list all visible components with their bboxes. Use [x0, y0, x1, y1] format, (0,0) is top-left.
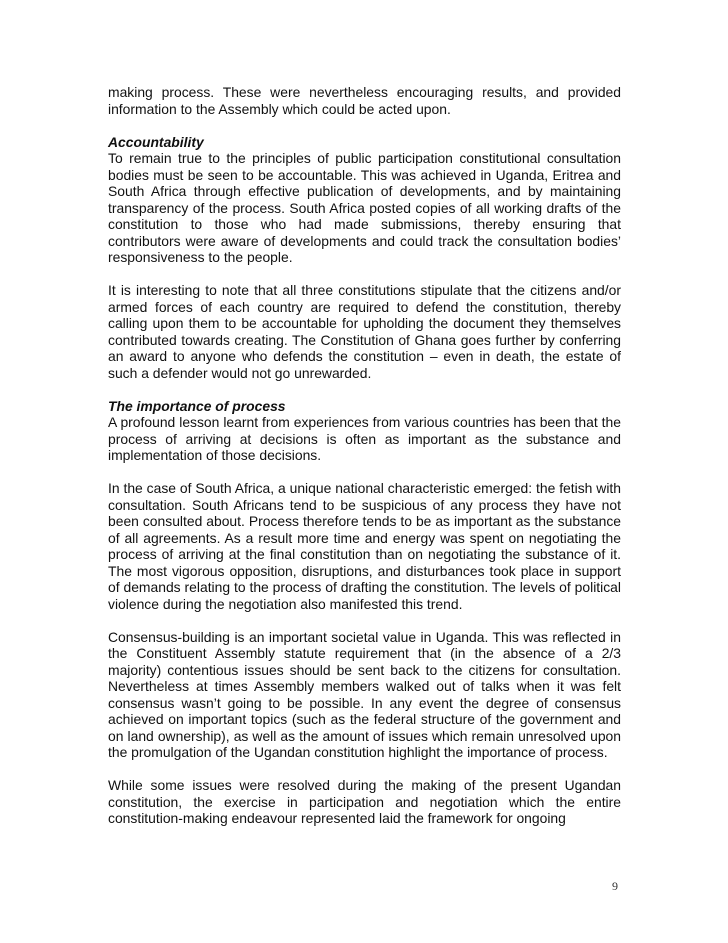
- section-heading-accountability: Accountability: [108, 133, 204, 150]
- paragraph-text: To remain true to the principles of public participation constitutional consultation bodies must be seen to be accountable. This was achieved in Uganda, Eritrea and South Africa through effective publication of developments, and by maintaining transparency of the process. South Africa posted copies of all working drafts of the constitution to those who had made submissions, thereby ensuring that contributors were aware of developments and could track the consultation bodies’ responsiveness to the people.: [108, 150, 621, 265]
- paragraph-defend-constitution: It is interesting to note that all three constitutions stipulate that the citizens and/or armed forces of each country are required to defend the constitution, thereby calling upon them to be accountable for upholding the document they themselves contributed towards creating. The Constitution of Ghana goes further by conferring an award to anyone who defends the constitution – even in death, the estate of such a defender would not go unrewarded.: [108, 282, 621, 381]
- paragraph-text: A profound lesson learnt from experiences from various countries has been that the process of arriving at decisions is often as important as the substance and implementation of those decisions.: [108, 414, 621, 463]
- paragraph-continuation: making process. These were nevertheless encouraging results, and provided information to the Assembly which could be acted upon.: [108, 84, 621, 117]
- paragraph-accountability: [108, 134, 621, 266]
- paragraph-south-africa: In the case of South Africa, a unique national characteristic emerged: the fetish with consultation. South Africans tend to be suspicious of any process they have not been consulted about. Process therefore tends to be as important as the substance of all agreements. As a result more time and energy was spent on negotiating the process of arriving at the final constitution than on negotiating the substance of it. The most vigorous opposition, disruptions, and disturbances took place in support of demands relating to the process of drafting the constitution. The levels of political violence during the negotiation also manifested this trend.: [108, 480, 621, 612]
- paragraph-importance-of-process: [108, 398, 621, 464]
- paragraph-uganda-framework: While some issues were resolved during the making of the present Ugandan constitution, the exercise in participation and negotiation which the entire constitution-making endeavour represented laid the framework for ongoing: [108, 777, 621, 826]
- paragraph-uganda-consensus: Consensus-building is an important societal value in Uganda. This was reflected in the Constituent Assembly statute requirement that (in the absence of a 2/3 majority) contentious issues should be sent back to the citizens for consultation. Nevertheless at times Assembly members walked out of talks when it was felt consensus wasn’t going to be possible. In any event the degree of consensus achieved on important topics (such as the federal structure of the government and on land ownership), as well as the amount of issues which remain unresolved upon the promulgation of the Ugandan constitution highlight the importance of process.: [108, 628, 621, 760]
- page-number: 9: [612, 879, 618, 893]
- document-page: [108, 84, 621, 843]
- section-heading-importance-of-process: The importance of process: [108, 397, 286, 414]
